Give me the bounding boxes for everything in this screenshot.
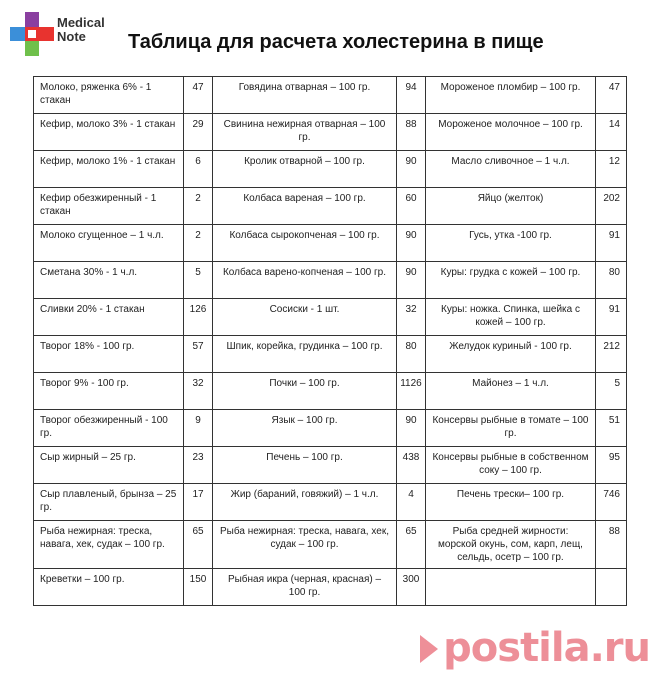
cholesterol-value-cell: 23 [184, 447, 213, 484]
food-name-cell: Креветки – 100 гр. [34, 569, 184, 606]
food-name-cell: Молоко, ряженка 6% - 1 стакан [34, 77, 184, 114]
table-row [34, 569, 627, 606]
table-row [34, 484, 627, 521]
cholesterol-value-cell: 65 [397, 521, 426, 569]
table-row [34, 447, 627, 484]
food-name-cell: Кефир обезжиренный - 1 стакан [34, 188, 184, 225]
food-name-cell: Печень – 100 гр. [213, 447, 397, 484]
cholesterol-value-cell: 14 [596, 114, 627, 151]
cholesterol-value-cell: 2 [184, 225, 213, 262]
cholesterol-value-cell: 9 [184, 410, 213, 447]
cholesterol-value-cell: 88 [397, 114, 426, 151]
table-row [34, 188, 627, 225]
cholesterol-value-cell: 5 [184, 262, 213, 299]
cholesterol-value-cell [596, 569, 627, 606]
table-row [34, 373, 627, 410]
food-name-cell: Куры: грудка с кожей – 100 гр. [426, 262, 596, 299]
food-name-cell: Творог обезжиренный - 100 гр. [34, 410, 184, 447]
food-name-cell: Яйцо (желток) [426, 188, 596, 225]
table-row [34, 151, 627, 188]
cholesterol-value-cell: 438 [397, 447, 426, 484]
cholesterol-value-cell: 32 [397, 299, 426, 336]
table-row [34, 336, 627, 373]
cholesterol-value-cell: 202 [596, 188, 627, 225]
cholesterol-value-cell: 88 [596, 521, 627, 569]
food-name-cell: Сыр жирный – 25 гр. [34, 447, 184, 484]
cholesterol-value-cell: 746 [596, 484, 627, 521]
food-name-cell: Говядина отварная – 100 гр. [213, 77, 397, 114]
table-row [34, 299, 627, 336]
food-name-cell: Рыба нежирная: треска, навага, хек, судак – 100 гр. [213, 521, 397, 569]
cholesterol-value-cell: 65 [184, 521, 213, 569]
cholesterol-value-cell: 17 [184, 484, 213, 521]
food-name-cell: Творог 18% - 100 гр. [34, 336, 184, 373]
cholesterol-value-cell: 29 [184, 114, 213, 151]
cholesterol-value-cell: 4 [397, 484, 426, 521]
watermark-arrow-icon [420, 635, 438, 663]
cholesterol-value-cell: 47 [184, 77, 213, 114]
cholesterol-value-cell: 12 [596, 151, 627, 188]
cholesterol-value-cell: 1126 [397, 373, 426, 410]
food-name-cell: Свинина нежирная отварная – 100 гр. [213, 114, 397, 151]
table-row [34, 225, 627, 262]
cholesterol-value-cell: 51 [596, 410, 627, 447]
cholesterol-value-cell: 90 [397, 225, 426, 262]
cholesterol-value-cell: 94 [397, 77, 426, 114]
cholesterol-value-cell: 212 [596, 336, 627, 373]
food-name-cell: Сливки 20% - 1 стакан [34, 299, 184, 336]
medical-cross-logo-icon [10, 12, 54, 56]
food-name-cell: Масло сливочное – 1 ч.л. [426, 151, 596, 188]
food-name-cell: Творог 9% - 100 гр. [34, 373, 184, 410]
cholesterol-table [33, 76, 627, 606]
watermark: postila.ru [443, 625, 650, 671]
cholesterol-value-cell: 5 [596, 373, 627, 410]
cholesterol-value-cell: 2 [184, 188, 213, 225]
food-name-cell: Рыба нежирная: треска, навага, хек, судак – 100 гр. [34, 521, 184, 569]
food-name-cell: Молоко сгущенное – 1 ч.л. [34, 225, 184, 262]
brand-name [57, 16, 105, 44]
food-name-cell: Желудок куриный - 100 гр. [426, 336, 596, 373]
cholesterol-value-cell: 90 [397, 410, 426, 447]
food-name-cell: Рыба средней жирности: морской окунь, сом, карп, лещ, сельдь, осетр – 100 гр. [426, 521, 596, 569]
food-name-cell: Шпик, корейка, грудинка – 100 гр. [213, 336, 397, 373]
table-row [34, 410, 627, 447]
food-name-cell: Мороженое пломбир – 100 гр. [426, 77, 596, 114]
cholesterol-value-cell: 32 [184, 373, 213, 410]
food-name-cell: Мороженое молочное – 100 гр. [426, 114, 596, 151]
brand-line-1: Medical [57, 15, 105, 30]
cholesterol-value-cell: 60 [397, 188, 426, 225]
food-name-cell: Сметана 30% - 1 ч.л. [34, 262, 184, 299]
food-name-cell: Колбаса вареная – 100 гр. [213, 188, 397, 225]
food-name-cell: Почки – 100 гр. [213, 373, 397, 410]
food-name-cell [426, 569, 596, 606]
cholesterol-value-cell: 90 [397, 262, 426, 299]
cholesterol-value-cell: 91 [596, 299, 627, 336]
food-name-cell: Консервы рыбные в собственном соку – 100 гр. [426, 447, 596, 484]
cholesterol-value-cell: 126 [184, 299, 213, 336]
table-row [34, 114, 627, 151]
food-name-cell: Колбаса варено-копченая – 100 гр. [213, 262, 397, 299]
food-name-cell: Кролик отварной – 100 гр. [213, 151, 397, 188]
cholesterol-value-cell: 80 [397, 336, 426, 373]
cholesterol-value-cell: 80 [596, 262, 627, 299]
table-body [34, 77, 627, 606]
food-name-cell: Майонез – 1 ч.л. [426, 373, 596, 410]
cholesterol-value-cell: 90 [397, 151, 426, 188]
food-name-cell: Консервы рыбные в томате – 100 гр. [426, 410, 596, 447]
cholesterol-value-cell: 150 [184, 569, 213, 606]
food-name-cell: Рыбная икра (черная, красная) – 100 гр. [213, 569, 397, 606]
page-title: Таблица для расчета холестерина в пище [128, 31, 544, 53]
cholesterol-value-cell: 300 [397, 569, 426, 606]
food-name-cell: Кефир, молоко 1% - 1 стакан [34, 151, 184, 188]
food-name-cell: Кефир, молоко 3% - 1 стакан [34, 114, 184, 151]
table-row [34, 262, 627, 299]
food-name-cell: Жир (бараний, говяжий) – 1 ч.л. [213, 484, 397, 521]
cholesterol-value-cell: 47 [596, 77, 627, 114]
table-row [34, 77, 627, 114]
food-name-cell: Сосиски - 1 шт. [213, 299, 397, 336]
food-name-cell: Печень трески– 100 гр. [426, 484, 596, 521]
cholesterol-value-cell: 57 [184, 336, 213, 373]
food-name-cell: Язык – 100 гр. [213, 410, 397, 447]
table-row [34, 521, 627, 569]
food-name-cell: Гусь, утка -100 гр. [426, 225, 596, 262]
food-name-cell: Куры: ножка. Спинка, шейка с кожей – 100 гр. [426, 299, 596, 336]
cholesterol-value-cell: 6 [184, 151, 213, 188]
food-name-cell: Сыр плавленый, брынза – 25 гр. [34, 484, 184, 521]
food-name-cell: Колбаса сырокопченая – 100 гр. [213, 225, 397, 262]
cholesterol-value-cell: 95 [596, 447, 627, 484]
cholesterol-value-cell: 91 [596, 225, 627, 262]
brand-line-2: Note [57, 29, 86, 44]
